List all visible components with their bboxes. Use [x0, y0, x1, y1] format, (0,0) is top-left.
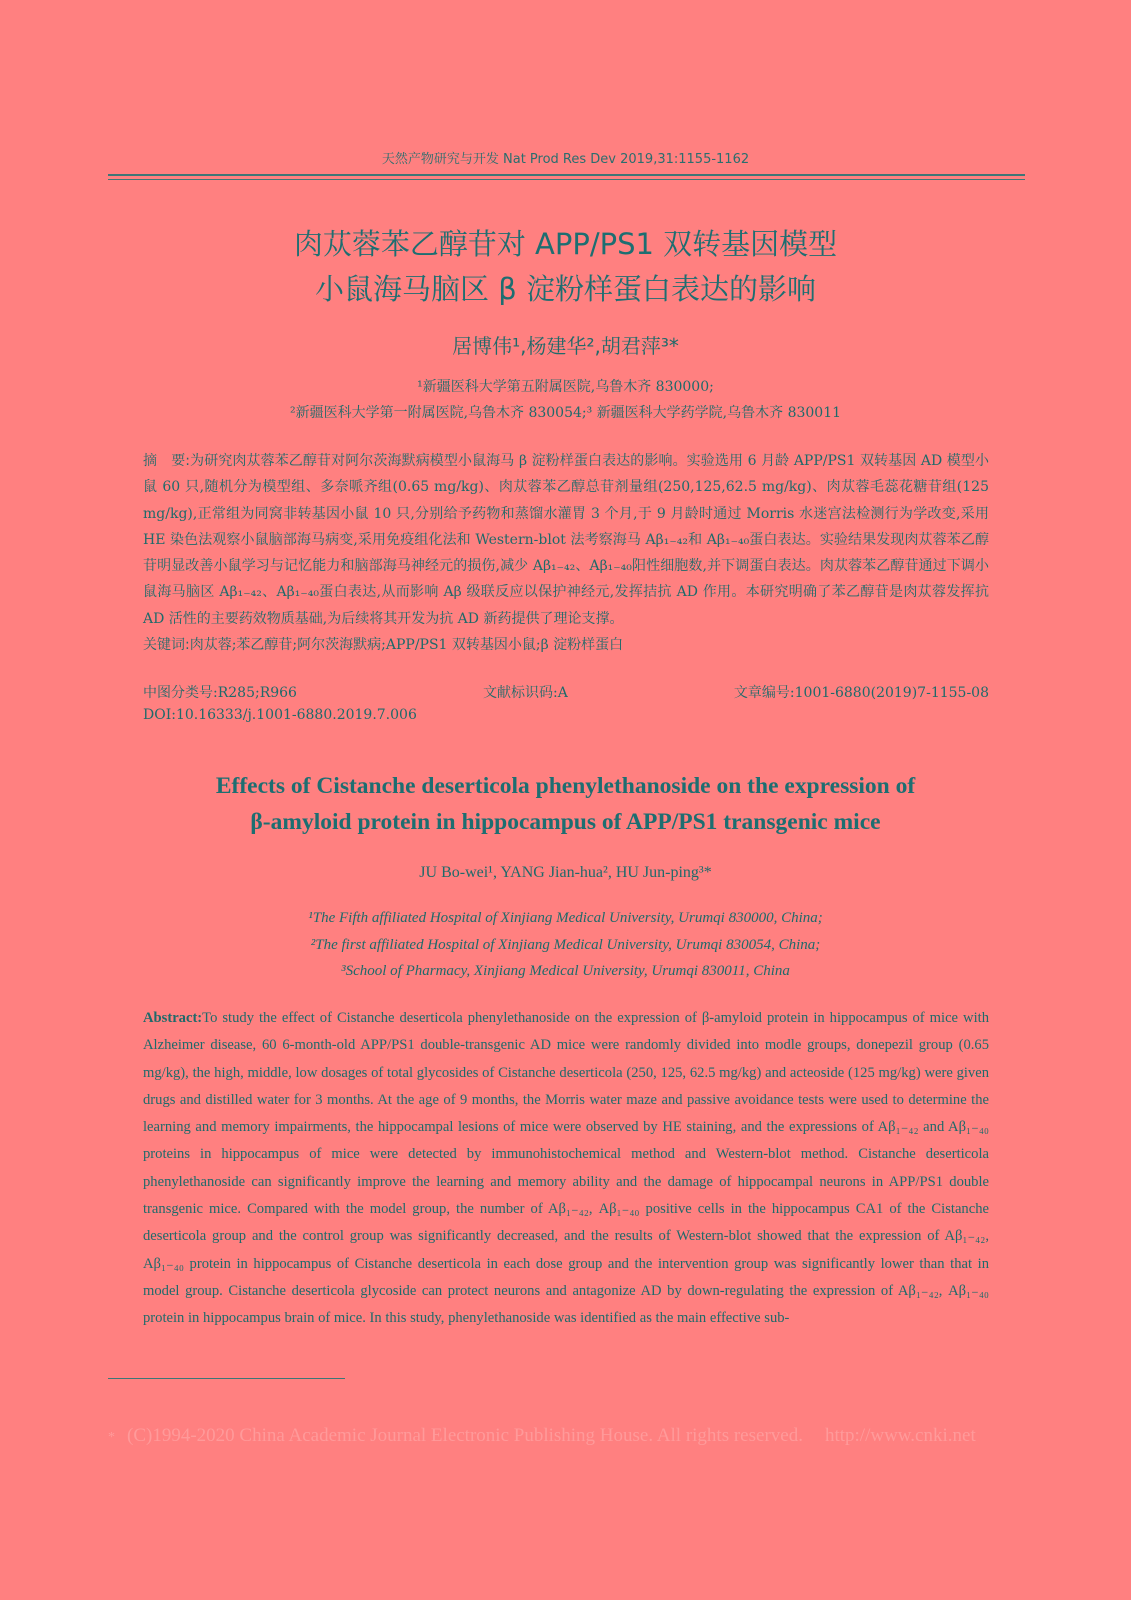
english-authors: JU Bo-wei¹, YANG Jian-hua², HU Jun-ping³* — [419, 864, 712, 881]
journal-header: 天然产物研究与开发 Nat Prod Res Dev 2019,31:1155-1162 — [381, 152, 750, 167]
footnote-rule — [108, 1378, 345, 1379]
footnote-star: * — [108, 1430, 115, 1445]
copyright-text: (C)1994-2020 China Academic Journal Electronic Publishing House. All rights reserved. — [127, 1425, 803, 1446]
chinese-title-line2: 小鼠海马脑区 β 淀粉样蛋白表达的影响 — [315, 272, 816, 306]
chinese-affiliations — [0, 374, 1131, 426]
cnki-link[interactable]: http://www.cnki.net — [824, 1425, 976, 1446]
document-code: 文献标识码:A — [483, 685, 568, 701]
chinese-title — [0, 222, 1131, 312]
english-affiliations — [0, 905, 1131, 985]
clc-number: 中图分类号:R285;R966 — [143, 685, 297, 701]
english-title — [0, 768, 1131, 840]
chinese-abstract-text: 为研究肉苁蓉苯乙醇苷对阿尔茨海默病模型小鼠海马 β 淀粉样蛋白表达的影响。实验选用 6 月龄 APP/PS1 双转基因 AD 模型小鼠 60 只,随机分为模型组、多奈哌齐组(0.65 mg/kg)、肉苁蓉苯乙醇总苷剂量组(250,125,62.5 mg/kg)、肉苁蓉毛蕊花糖苷组(125 mg/kg),正常组为同窝非转基因小鼠 10 只,分别给予药物和蒸馏水灌胃 3 个月,于 9 月龄时通过 Morris 水迷宫法检测行为学改变,采用 HE 染色法观察小鼠脑部海马病变,采用免疫组化法和 Western-blot 法考察海马 Aβ₁₋₄₂和 Aβ₁₋₄₀蛋白表达。实验结果发现肉苁蓉苯乙醇苷明显改善小鼠学习与记忆能力和脑部海马神经元的损伤,减少 Aβ₁₋₄₂、Aβ₁₋₄₀阳性细胞数,并下调蛋白表达。肉苁蓉苯乙醇苷通过下调小鼠海马脑区 Aβ₁₋₄₂、Aβ₁₋₄₀蛋白表达,从而影响 Aβ 级联反应以保护神经元,发挥拮抗 AD 作用。本研究明确了苯乙醇苷是肉苁蓉发挥抗 AD 活性的主要药效物质基础,为后续将其开发为抗 AD 新药提供了理论支撑。 — [143, 453, 989, 627]
english-abstract-label: Abstract: — [143, 1010, 203, 1026]
english-title-line2: β-amyloid protein in hippocampus of APP/PS1 transgenic mice — [250, 809, 881, 835]
doi-row — [143, 707, 989, 729]
english-abstract-text: To study the effect of Cistanche deserticola phenylethanoside on the expression of β-amyloid protein in hippocampus of mice with Alzheimer disease, 60 6-month-old APP/PS1 double-transgenic AD mice were randomly divided into modle groups, donepezil group (0.65 mg/kg), the high, middle, low dosages of total glycosides of Cistanche deserticola (250, 125, 62.5 mg/kg) and acteoside (125 mg/kg) were given drugs and distilled water for 3 months. At the age of 9 months, the Morris water maze and passive avoidance tests were used to determine the learning and memory impairments, the hippocampal lesions of mice were observed by HE staining, and the expressions of Aβ₁₋₄₂ and Aβ₁₋₄₀ proteins in hippocampus of mice were detected by immunohistochemical method and Western-blot method. Cistanche deserticola phenylethanoside can significantly improve the learning and memory ability and the damage of hippocampal neurons in APP/PS1 double transgenic mice. Compared with the model group, the number of Aβ₁₋₄₂, Aβ₁₋₄₀ positive cells in the hippocampus CA1 of the Cistanche deserticola group and the control group was significantly decreased, and the results of Western-blot showed that the expression of Aβ₁₋₄₂, Aβ₁₋₄₀ protein in hippocampus of Cistanche deserticola in each dose group and the intervention group was significantly lower than that in model group. Cistanche deserticola glycoside can protect neurons and antagonize AD by down-regulating the expression of Aβ₁₋₄₂, Aβ₁₋₄₀ protein in hippocampus brain of mice. In this study, phenylethanoside was identified as the main effective sub- — [143, 1010, 989, 1327]
doi-link[interactable]: DOI:10.16333/j.1001-6880.2019.7.006 — [143, 707, 417, 723]
english-affiliation-line1: ¹The Fifth affiliated Hospital of Xinjiang Medical University, Urumqi 830000, China; — [308, 910, 823, 926]
chinese-authors: 居博伟¹,杨建华²,胡君萍³* — [452, 334, 679, 358]
chinese-keywords-label: 关键词: — [143, 637, 190, 654]
chinese-abstract — [143, 448, 989, 658]
chinese-keywords-text: 肉苁蓉;苯乙醇苷;阿尔茨海默病;APP/PS1 双转基因小鼠;β 淀粉样蛋白 — [189, 637, 624, 654]
english-affiliation-line2: ²The first affiliated Hospital of Xinjiang Medical University, Urumqi 830054, China; — [310, 936, 821, 953]
article-number: 文章编号:1001-6880(2019)7-1155-08 — [733, 685, 989, 701]
copyright-footer — [108, 1425, 1025, 1447]
english-abstract — [143, 1005, 989, 1333]
header-rule-thick — [108, 174, 1025, 176]
chinese-abstract-label: 摘 要: — [143, 453, 191, 469]
chinese-affiliation-line1: ¹新疆医科大学第五附属医院,乌鲁木齐 830000; — [417, 379, 714, 395]
classification-row — [143, 682, 989, 704]
header-rule-thin — [108, 179, 1025, 180]
english-title-line1: Effects of Cistanche deserticola phenylethanoside on the expression of — [215, 773, 916, 799]
english-affiliation-line3: ³School of Pharmacy, Xinjiang Medical University, Urumqi 830011, China — [341, 963, 790, 979]
chinese-affiliation-line2: ²新疆医科大学第一附属医院,乌鲁木齐 830054;³ 新疆医科大学药学院,乌鲁木齐 830011 — [289, 405, 842, 421]
chinese-title-line1: 肉苁蓉苯乙醇苷对 APP/PS1 双转基因模型 — [293, 227, 838, 261]
